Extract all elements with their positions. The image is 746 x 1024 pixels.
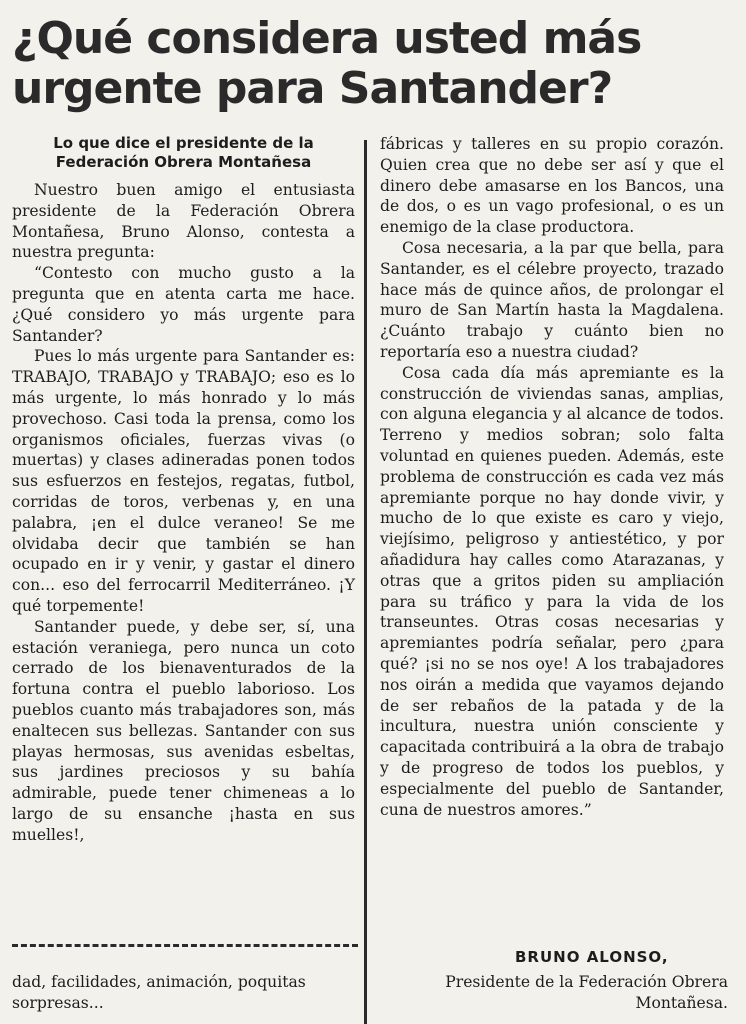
signature-name: BRUNO ALONSO,: [515, 948, 669, 966]
right-column: [380, 134, 724, 820]
left-column: [12, 134, 355, 846]
paragraph: Cosa cada día más apremiante es la construcción de viviendas sanas, amplias, con alguna elegancia y al alcance de todos. Terreno y medios sobran; solo falta voluntad en quienes pueden. Además, este problema de construcción es cada vez más apremiante porque no hay donde vivir, y mucho de lo que existe es caro y viejo, viejísimo, peligroso y antiestético, y por añadidura hay calles como Atarazanas, y otras que a gritos piden su ampliación para su tráfico y para la vida de los transeuntes. Otras cosas necesarias y apremiantes podría señalar, pero ¿para qué? ¡si no se nos oye! A los trabajadores nos oirán a medida que vayamos dejando de ser rebaños de la patada y de la incultura, nuestra unión consciente y capacitada contribuirá a la obra de trabajo y de progreso de todos los pueblos, y especialmente del pueblo de Santander, cuna de nuestros amores.”: [380, 363, 724, 819]
paragraph: Pues lo más urgente para Santander es: TRABAJO, TRABAJO y TRABAJO; eso es lo más urgente, lo más honrado y lo más provechoso. Casi toda la prensa, como los organismos oficiales, fuerzas vivas (o muertas) y clases adineradas ponen todos sus esfuerzos en festejos, regatas, futbol, corridas de toros, verbenas y, en una palabra, ¡en el dulce veraneo! Se me olvidaba decir que también se han ocupado en ir y venir, y gastar el dinero con... eso del ferrocarril Mediterráneo. ¡Y qué torpemente!: [12, 347, 355, 615]
column-divider: [364, 140, 367, 1024]
subheadline: Lo que dice el presidente de la Federación Obrera Montañesa: [53, 134, 314, 171]
continuation-text: dad, facilidades, animación, poquitas sorpresas...: [12, 973, 306, 1012]
paragraph: Cosa necesaria, a la par que bella, para Santander, es el célebre proyecto, trazado hace más de quince años, de prolongar el muro de San Martín hasta la Magdalena. ¿Cuánto trabajo y cuánto bien no reportaría eso a nuestra ciudad?: [380, 238, 724, 361]
section-divider: [12, 944, 358, 947]
headline: ¿Qué considera usted más urgente para Santander?: [12, 13, 642, 114]
paragraph: fábricas y talleres en su propio corazón. Quien crea que no debe ser así y que el dinero debe amasarse en los Bancos, una de dos, o es un vago profesional, o es un enemigo de la clase productora.: [380, 135, 724, 237]
signature-title: Presidente de la Federación Obrera Montañesa.: [445, 973, 728, 1012]
paragraph: Nuestro buen amigo el entusiasta presidente de la Federación Obrera Montañesa, Bruno Alonso, contesta a nuestra pregunta:: [12, 181, 355, 262]
paragraph: “Contesto con mucho gusto a la pregunta que en atenta carta me hace. ¿Qué considero yo más urgente para Santander?: [12, 264, 355, 345]
paragraph: Santander puede, y debe ser, sí, una estación veraniega, pero nunca un coto cerrado de los bienaventurados de la fortuna contra el pueblo laborioso. Los pueblos cuanto más trabajadores son, más enaltecen sus bellezas. Santander con sus playas hermosas, sus avenidas esbeltas, sus jardines preciosos y su bahía admirable, puede tener chimeneas a lo largo de su ensanche ¡hasta en sus muelles!,: [12, 617, 355, 844]
